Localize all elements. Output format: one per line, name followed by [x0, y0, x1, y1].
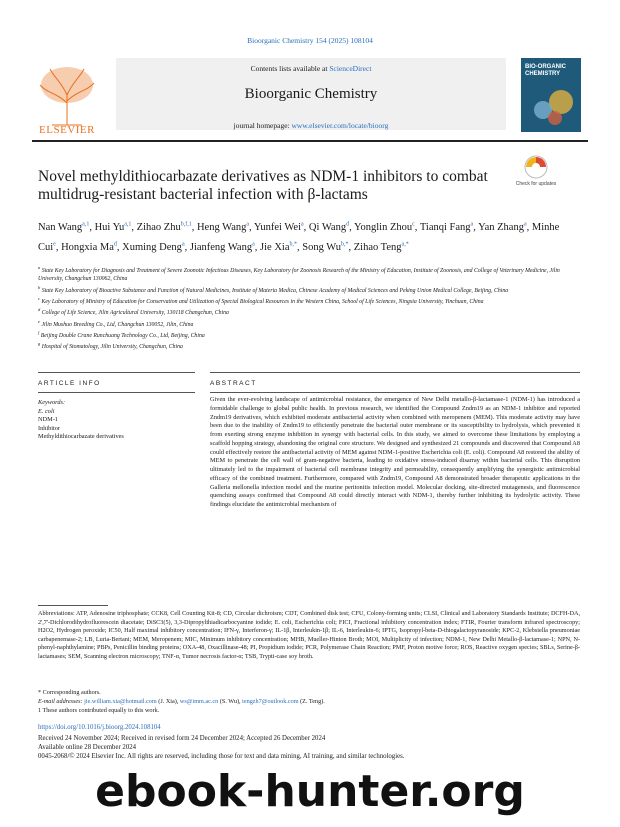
affiliation-item [38, 295, 578, 306]
author-affiliation-marker[interactable]: e [53, 241, 56, 247]
copyright-line: 0045-2068/© 2024 Elsevier Inc. All rights are reserved, including those for text and data mining, AI training, and similar technologies. [38, 753, 405, 761]
author-separator: , [349, 221, 354, 233]
affiliation-item [38, 340, 578, 351]
author-separator: , [414, 221, 420, 233]
affiliation-text: Key Laboratory of Ministry of Education for Conservation and Utilization of Special Biological Resources in the Western China, School of Life Sciences, Ningxia University, Yinchuan, China [41, 298, 484, 305]
affiliation-text: Hospital of Stomatology, Jilin University, Changchun, China [41, 344, 183, 351]
author-name: Minhe Cui [38, 221, 560, 253]
elsevier-tree-logo [32, 58, 102, 134]
publisher-wordmark: ELSEVIER [39, 124, 95, 136]
author[interactable] [260, 242, 302, 253]
author[interactable] [122, 242, 190, 253]
author-name: Xuming Deng [122, 241, 182, 253]
footnote-rule [38, 605, 108, 606]
journal-title: Bioorganic Chemistry [244, 86, 378, 102]
email-link[interactable]: jie.william.xia@hotmail.com [84, 698, 157, 705]
author-name: Yan Zhang [478, 221, 524, 233]
received-dates: Received 24 November 2024; Received in revised form 24 December 2024; Accepted 26 December 2024 [38, 735, 326, 742]
affiliation-item [38, 264, 578, 284]
author-affiliation-marker[interactable]: d [346, 221, 350, 227]
abstract-text: Given the ever-evolving landscape of antimicrobial resistance, the emergence of New Delhi metallo-β-lactamase-1 (NDM-1) has introduced a formidable challenge to global public health. In previous research, we identified the Compound Zndm19 as an NDM-1 inhibitor and reported Zndm19 derivatives, which exhibited moderate antibacterial activity when combined with meropenem (MEM). This moderate activity may have been due to the inability of Zndm19 to efficiently penetrate the bacterial outer membrane or its susceptibility to hydrolysis, which prevented it from exerting strong enzyme inhibition in synergy with bacterial cells. In this study, we aimed to overcome these limitations by employing a scaffold hopping strategy, abandoning the original core structure. We designed and synthesized 21 compounds and discovered that Compound A8 could effectively restore the antibacterial activity of MEM against NDM-1-positive Escherichia coli (E. coli). Compound A8 restored the ability of MEM to penetrate the cell wall of gram-negative bacteria, leading to oxidative stress-induced disarray within bacterial cells. This disruption ultimately led to the impairment of bacterial cell membrane integrity and permeability, consequently amplifying the synergistic antimicrobial efficacy of the combined treatment. Furthermore, compared with Zndm19, Compound A8 demonstrated broader therapeutic applications in the Galleria mellonella infection model and the murine peritonitis infection model. Molecular docking, site-directed mutagenesis, and fluorescence quenching assays confirmed that Compound A8 could directly interact with NDM-1, thereby further inhibiting its hydrolytic activity. These findings elucidate the antimicrobial mechanism of [210, 396, 580, 508]
author-affiliation-marker[interactable]: a [470, 221, 474, 227]
watermark: ebook-hunter.org [95, 766, 525, 817]
check-for-updates-icon[interactable] [521, 154, 551, 184]
author-separator: , [184, 241, 190, 253]
affiliation-item [38, 318, 578, 329]
author[interactable] [478, 222, 532, 233]
author-name: Hui Yu [94, 221, 125, 233]
author-separator: , [89, 221, 95, 233]
author-affiliation-marker[interactable]: a [246, 221, 250, 227]
author-separator: , [131, 221, 137, 233]
author-affiliation-marker[interactable]: b,* [289, 241, 297, 247]
author-name: Qi Wang [308, 221, 347, 233]
email-owner: (J. Xia), [156, 698, 180, 705]
affiliation-key: a [38, 265, 41, 270]
keyword-item: Methyldithiocarbazate derivatives [38, 433, 124, 441]
online-date: Available online 28 December 2024 [38, 744, 137, 752]
affiliation-key: b [38, 284, 41, 290]
author-affiliation-marker[interactable]: a [301, 221, 304, 227]
affiliation-text: State Key Laboratory of Bioactive Substance and Function of Natural Medicines, Institute of Materia Medica, Chinese Academy of Medical Sciences and Peking Union Medical College, Beijing, China [41, 287, 509, 294]
affiliation-text: Jilin Mushuo Breeding Co., Ltd, Changchun 130052, Jilin, China [41, 321, 194, 328]
author-affiliation-marker[interactable]: a [252, 241, 255, 247]
homepage-line [116, 121, 506, 130]
cover-title: BIO-ORGANIC CHEMISTRY [525, 64, 566, 77]
affiliation-key: g [38, 341, 41, 347]
keyword-item: NDM-1 [38, 416, 58, 424]
affiliation-key: e [38, 318, 40, 324]
author-name: Zihao Zhu [136, 221, 181, 233]
author-affiliation-marker[interactable]: c [412, 221, 415, 227]
journal-cover[interactable] [521, 58, 581, 132]
email-owner: (S. Wu), [218, 698, 243, 705]
email-owner: (Z. Teng). [298, 698, 325, 705]
publication-dates [38, 734, 580, 762]
author[interactable] [95, 222, 137, 233]
author-name: Jie Xia [260, 241, 290, 253]
abstract-heading: ABSTRACT [210, 380, 257, 387]
doi-link[interactable]: https://doi.org/10.1016/j.bioorg.2024.108104 [38, 724, 161, 731]
author-affiliation-marker[interactable]: a,1 [124, 221, 132, 227]
abstract-rule-top [210, 372, 580, 373]
journal-citation[interactable]: Bioorganic Chemistry 154 (2025) 108104 [247, 36, 373, 45]
affiliation-item [38, 284, 578, 295]
affiliation-key: c [38, 296, 40, 302]
homepage-link[interactable]: www.elsevier.com/locate/bioorg [291, 121, 389, 130]
author[interactable] [420, 222, 478, 233]
author-separator: , [191, 221, 197, 233]
keywords-block [38, 399, 195, 442]
author-separator: , [303, 221, 309, 233]
author-affiliation-marker[interactable]: b,f,1 [180, 221, 192, 227]
author-separator: , [473, 221, 479, 233]
article-title: Novel methyldithiocarbazate derivatives as NDM-1 inhibitors to combat multidrug-resistant bacterial infection with β-lactams [38, 168, 488, 203]
article-info-heading: ARTICLE INFO [38, 380, 101, 387]
contents-line [116, 64, 506, 73]
author-list [38, 216, 578, 256]
author-name: Zihao Teng [353, 241, 402, 253]
keyword-item: Inhibitor [38, 424, 61, 432]
article-info-rule-bottom [38, 392, 195, 393]
affiliation-text: Beijing Double Crane Runchuang Technology Co., Ltd, Beijing, China [40, 332, 205, 339]
keyword-item: E. coli [38, 407, 55, 415]
author[interactable] [254, 222, 309, 233]
affiliation-key: f [38, 330, 40, 336]
author[interactable] [38, 222, 95, 233]
email-link[interactable]: tengzh7@outlook.com [242, 698, 299, 705]
author-separator: , [116, 241, 123, 253]
affiliation-key: d [38, 307, 41, 313]
affiliation-item [38, 329, 578, 340]
author-affiliation-marker[interactable]: b,* [341, 241, 349, 247]
author[interactable] [197, 222, 254, 233]
keywords-label: Keywords: [38, 399, 66, 406]
check-for-updates-label: Check for updates [515, 181, 557, 187]
header-rule [32, 140, 588, 142]
author[interactable] [137, 222, 197, 233]
affiliation-list [38, 264, 578, 352]
author-name: Yunfei Wei [253, 221, 301, 233]
author[interactable] [190, 242, 260, 253]
author[interactable] [302, 242, 354, 253]
email-link[interactable]: ws@imm.ac.cn [179, 698, 219, 705]
author-affiliation-marker[interactable]: a,* [401, 241, 409, 247]
affiliation-text: College of Life Science, Jilin Agricultural University, 130118 Changchun, China [41, 310, 229, 317]
affiliation-item [38, 306, 578, 317]
author-affiliation-marker[interactable]: a [181, 241, 185, 247]
affiliation-text: State Key Laboratory for Diagnosis and Treatment of Severe Zoonotic Infectious Diseases, Key Laboratory for Zoonosis Research of the Ministry of Education, Institute of Zoonosis, and College of Veterinary Medicine, Jilin University, Changchun 130062, China [38, 267, 560, 283]
author-separator: , [254, 241, 261, 253]
author-name: Yonglin Zhou [353, 221, 413, 233]
author-name: Tianqi Fang [419, 221, 471, 233]
corresponding-authors-note: * Corresponding authors. [38, 689, 101, 696]
author[interactable] [61, 242, 122, 253]
email-addresses [38, 698, 580, 706]
abstract-rule-bottom [210, 392, 580, 393]
author-separator: , [249, 221, 254, 233]
email-label: E-mail addresses: [38, 698, 85, 705]
author-separator: , [296, 241, 303, 253]
author-name: Heng Wang [196, 221, 247, 233]
author-separator: , [526, 221, 532, 233]
author-name: Song Wu [302, 241, 341, 253]
sciencedirect-link[interactable]: ScienceDirect [329, 64, 372, 73]
author-affiliation-marker[interactable]: d [113, 241, 117, 247]
author-name: Jianfeng Wang [189, 241, 253, 253]
article-info-rule-top [38, 372, 195, 373]
author-name: Nan Wang [38, 221, 83, 233]
author-separator: , [348, 241, 354, 253]
author[interactable] [354, 242, 409, 253]
equal-contribution-note: 1 These authors contributed equally to this work. [38, 707, 160, 714]
abbreviations-footnote: Abbreviations: ATP, Adenosine triphosphate; CCK8, Cell Counting Kit-8; CD, Circular dichroism; CDT, Combined disk test; CFU, Colony-forming units; CLSI, Clinical and Laboratory Standards Institute; DCFH-DA, 2',7'-Dichlorodihydrofluorescein diacetate; DiSC3(5), 3,3-Dipropylthiadicarbocyanine iodide; E. coli, Escherichia coli; FICI, Fractional inhibitory concentration index; FTIR, Fourier transform infrared spectroscopy; H2O2, Hydrogen peroxide; IC50, Half maximal inhibitory concentration; IFN-γ, Interferon-γ; IL-1β, Interleukin-1β; IL-6, Interleukin-6; IPTG, Isopropyl-beta-D-thiogalactopyranoside; KPC-2, Klebsiella pneumoniae carbapenemase-2; LB, Luria-Bertani; MEM, Meropenem; MIC, Minimum inhibitory concentration; MHB, Mueller-Hinton Broth; MOI, Multiplicity of infection; NDM-1, New Delhi Metallo-β-lactamase-1; NPN, N-phenyl-naphthylamine; PBPs, Penicillin binding proteins; OXA-48, Oxacillinase-48; PI, Propidium iodide; PCR, Polymerase Chain Reaction; PMF, Proton motive force; ROS, Reactive oxygen species; SBLs, Serine-β-lactamases; SEM, Scanning electron microscopy; TNF-α, Tumor necrosis factor-α; TSB, Trypti-case soy broth. [38, 610, 580, 660]
cover-artwork [521, 58, 581, 132]
author-separator: , [55, 241, 62, 253]
author-name: Hongxia Ma [61, 241, 114, 253]
author-affiliation-marker[interactable]: a [523, 221, 527, 227]
homepage-prefix: journal homepage: [233, 121, 292, 130]
author[interactable] [309, 222, 354, 233]
author[interactable] [354, 222, 420, 233]
author-affiliation-marker[interactable]: a,1 [82, 221, 90, 227]
contents-prefix: Contents lists available at [250, 64, 330, 73]
